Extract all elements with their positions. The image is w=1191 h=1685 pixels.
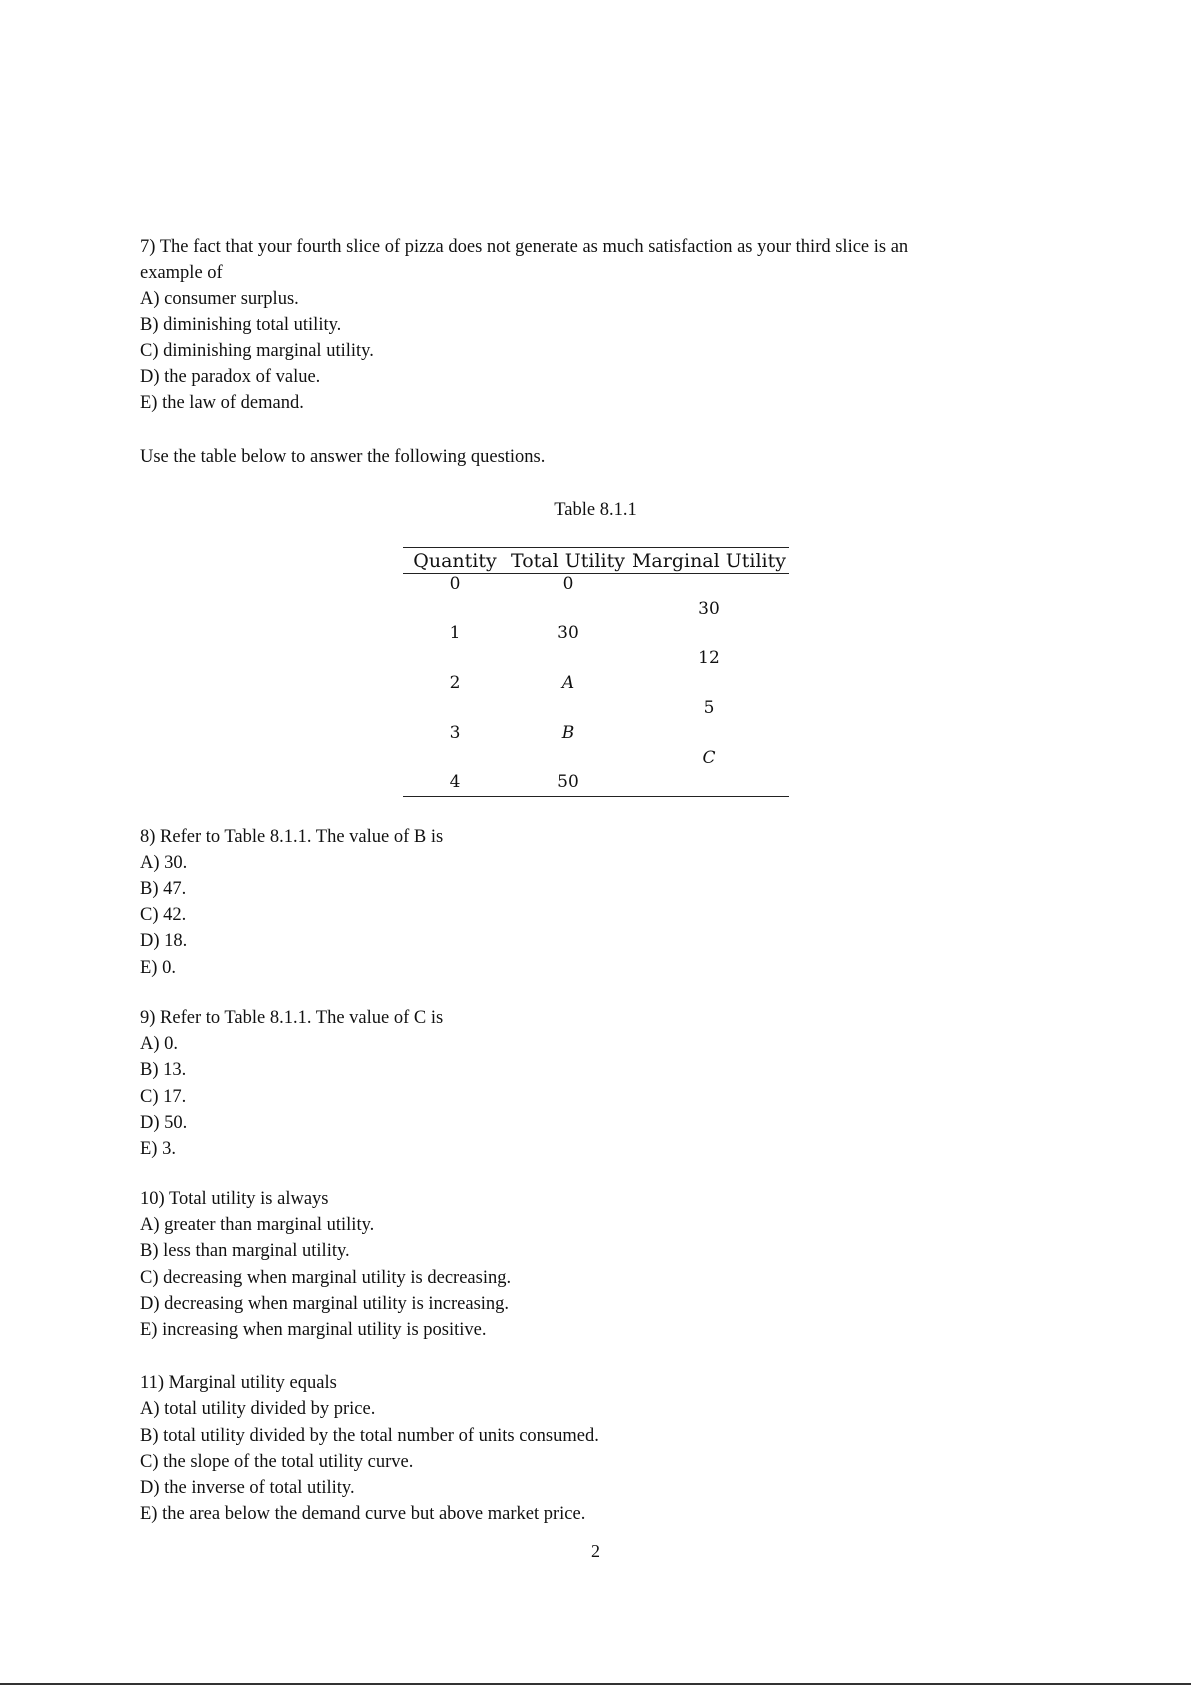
q8-option-c: C) 42. [140, 905, 187, 925]
q10-option-e: E) increasing when marginal utility is positive. [140, 1320, 487, 1340]
q11-stem: 11) Marginal utility equals [140, 1373, 337, 1393]
q7-stem-line-1: 7) The fact that your fourth slice of pizza does not generate as much satisfaction as your third slice is an [140, 237, 909, 257]
q9-option-a: A) 0. [140, 1034, 179, 1054]
q10-option-a: A) greater than marginal utility. [140, 1215, 375, 1235]
q10-stem: 10) Total utility is always [140, 1189, 329, 1209]
q10-option-b: B) less than marginal utility. [140, 1241, 350, 1261]
marginal-utility-cell-c: C [702, 748, 716, 768]
header-quantity: Quantity [413, 550, 497, 572]
utility-table [403, 547, 789, 797]
table-top-rule [403, 547, 789, 548]
q9-option-b: B) 13. [140, 1060, 187, 1080]
q9-option-c: C) 17. [140, 1087, 187, 1107]
table-instruction: Use the table below to answer the following questions. [140, 447, 546, 467]
quantity-cell: 1 [449, 623, 461, 643]
total-utility-cell: 30 [557, 623, 579, 643]
header-total-utility: Total Utility [511, 550, 625, 572]
table-caption: Table 8.1.1 [554, 500, 637, 520]
q9-stem: 9) Refer to Table 8.1.1. The value of C is [140, 1008, 444, 1028]
total-utility-cell: 50 [557, 772, 579, 792]
total-utility-cell: 0 [562, 574, 574, 594]
q11-option-e: E) the area below the demand curve but above market price. [140, 1504, 586, 1524]
q7-option-b: B) diminishing total utility. [140, 315, 342, 335]
q7-option-e: E) the law of demand. [140, 393, 304, 413]
marginal-utility-cell: 5 [703, 698, 715, 718]
quantity-cell: 2 [449, 673, 461, 693]
q7-option-c: C) diminishing marginal utility. [140, 341, 374, 361]
table-bottom-rule [403, 796, 789, 797]
quantity-cell: 4 [449, 772, 461, 792]
q11-option-a: A) total utility divided by price. [140, 1399, 376, 1419]
quantity-cell: 0 [449, 574, 461, 594]
q7-option-d: D) the paradox of value. [140, 367, 321, 387]
q8-option-d: D) 18. [140, 931, 188, 951]
q10-option-d: D) decreasing when marginal utility is increasing. [140, 1294, 510, 1314]
total-utility-cell-a: A [561, 673, 575, 693]
q8-option-e: E) 0. [140, 958, 176, 978]
marginal-utility-cell: 12 [698, 648, 720, 668]
q7-option-a: A) consumer surplus. [140, 289, 299, 309]
quantity-cell: 3 [449, 723, 461, 743]
q11-option-c: C) the slope of the total utility curve. [140, 1452, 414, 1472]
q8-option-a: A) 30. [140, 853, 188, 873]
total-utility-cell-b: B [561, 723, 575, 743]
q8-stem: 8) Refer to Table 8.1.1. The value of B is [140, 827, 444, 847]
page-number: 2 [591, 1541, 600, 1561]
q11-option-b: B) total utility divided by the total number of units consumed. [140, 1426, 599, 1446]
header-marginal-utility: Marginal Utility [631, 550, 787, 572]
q10-option-c: C) decreasing when marginal utility is decreasing. [140, 1268, 512, 1288]
q7-stem-line-2: example of [140, 263, 223, 283]
marginal-utility-cell: 30 [698, 599, 720, 619]
q9-option-d: D) 50. [140, 1113, 188, 1133]
q8-option-b: B) 47. [140, 879, 187, 899]
q9-option-e: E) 3. [140, 1139, 176, 1159]
q11-option-d: D) the inverse of total utility. [140, 1478, 355, 1498]
